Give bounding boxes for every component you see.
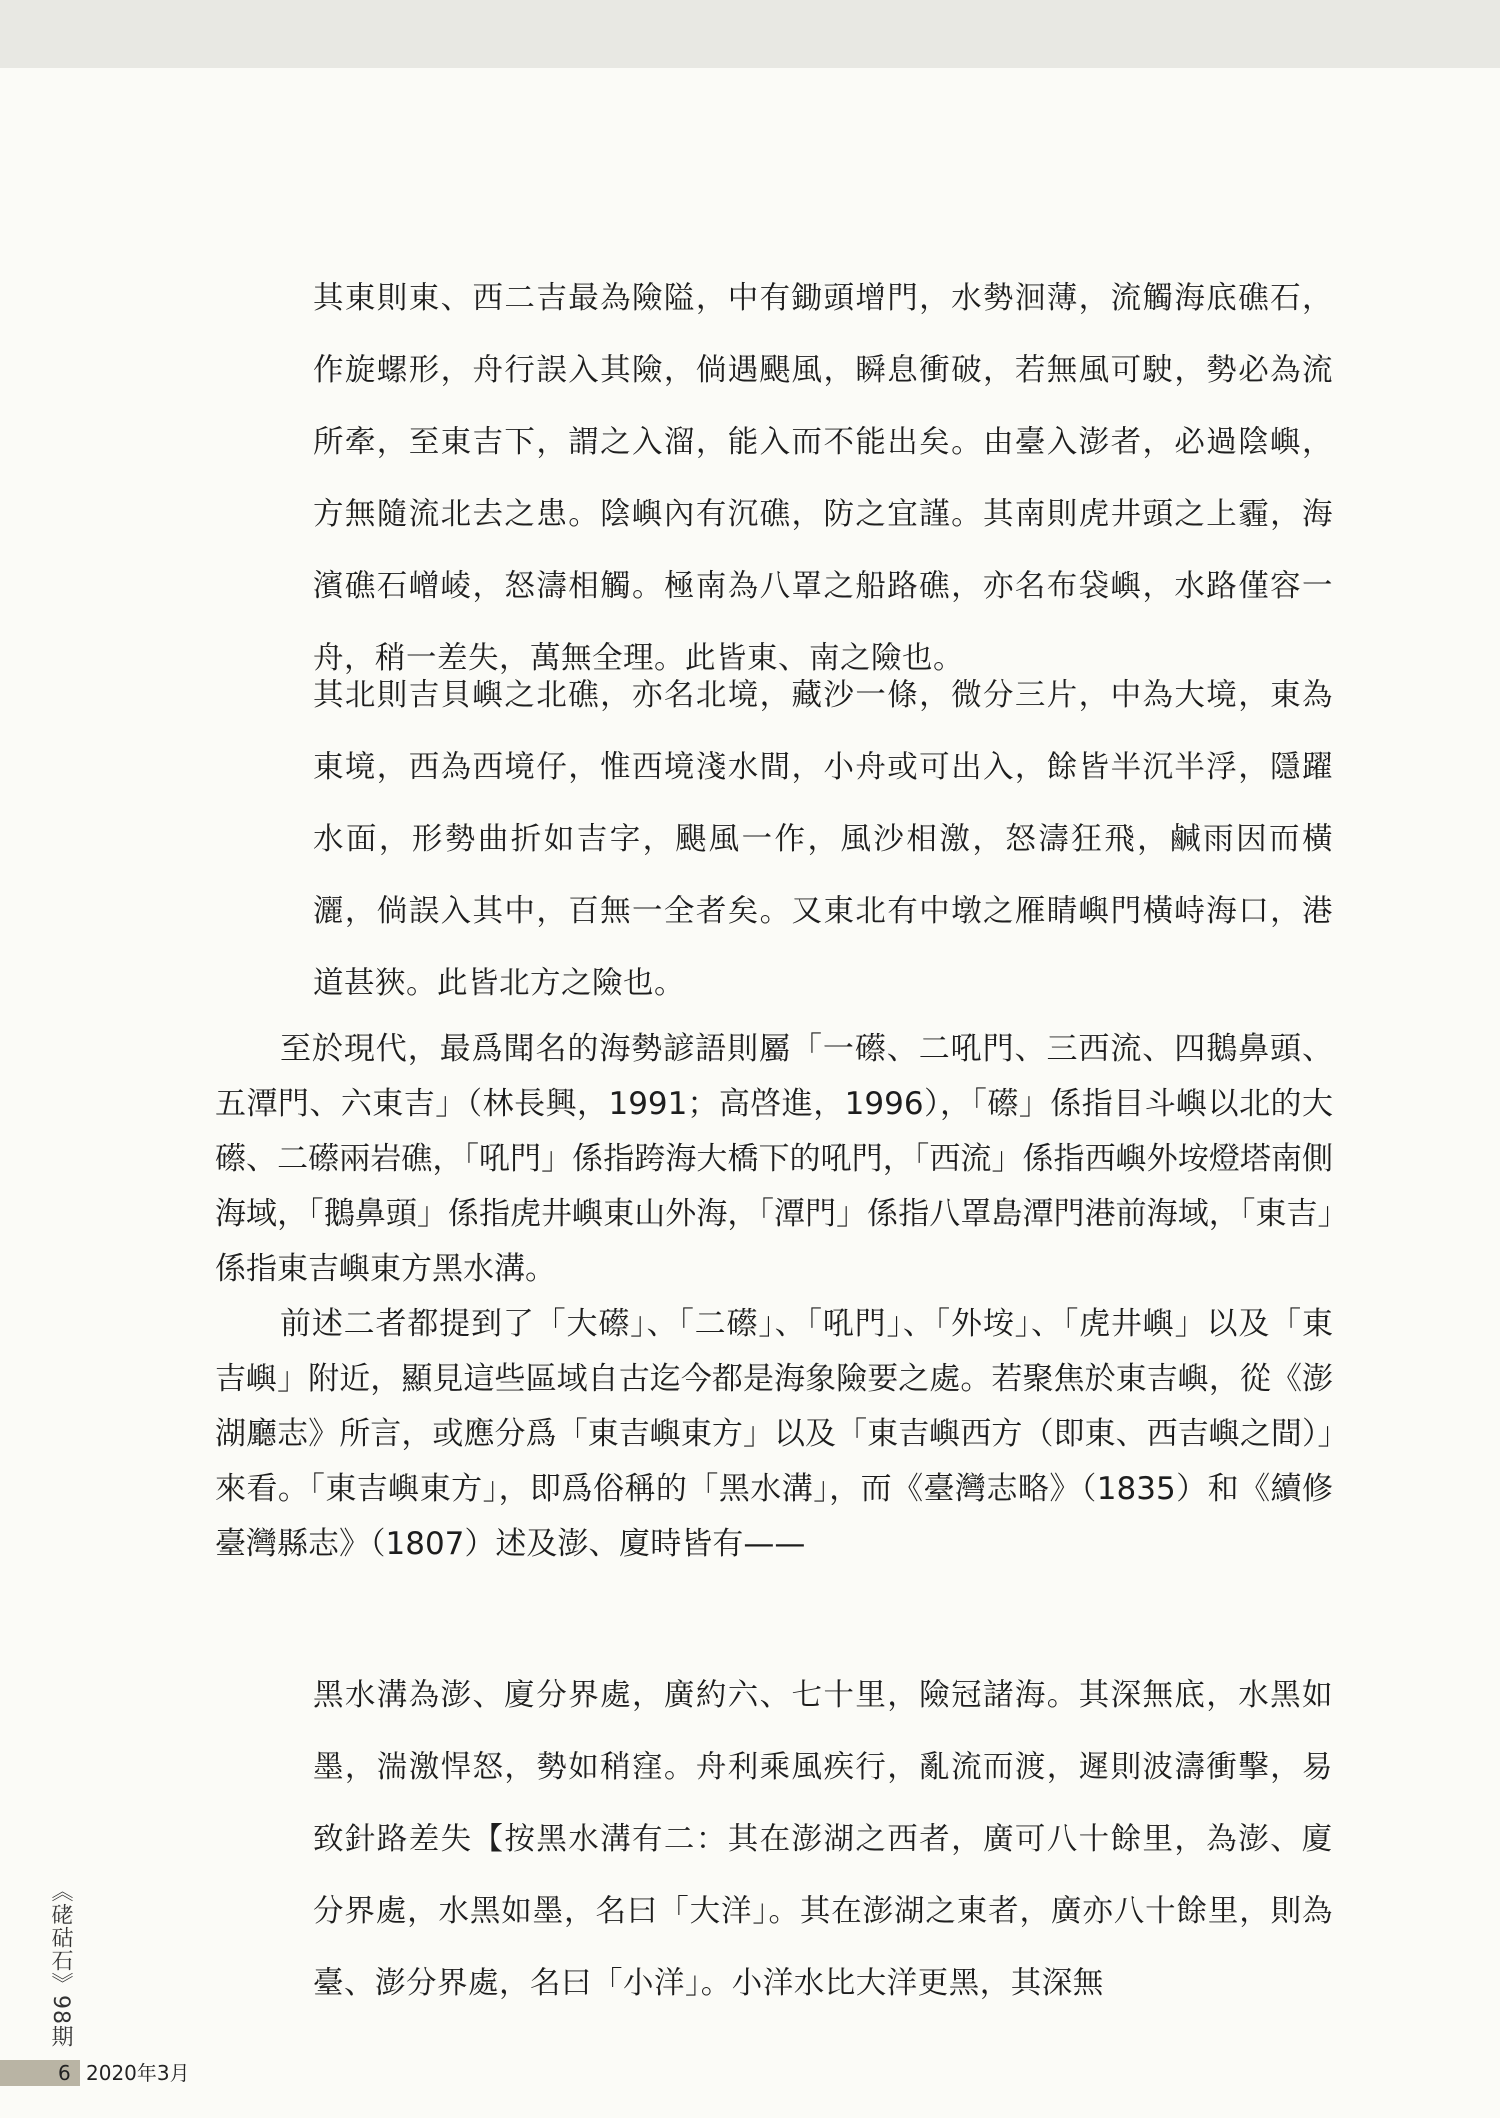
quotation-block-2 <box>313 660 1333 1020</box>
quotation-block-3 <box>313 1660 1333 2020</box>
body-paragraphs <box>215 1022 1333 1572</box>
quotation-block-1 <box>313 263 1333 695</box>
scan-top-band <box>0 0 1500 68</box>
body-paragraph: 至於現代，最爲聞名的海勢諺語則屬「一礤、二吼門、三西流、四鵝鼻頭、五潭門、六東吉」（林長興，1991；高啓進，1996），「礤」係指目斗嶼以北的大礤、二礤兩岩礁，「吼門」係指跨海大橋下的吼門，「西流」係指西嶼外垵燈塔南側海域，「鵝鼻頭」係指虎井嶼東山外海，「潭門」係指八罩島潭門港前海域，「東吉」係指東吉嶼東方黑水溝。 <box>215 1031 1333 1287</box>
page-number: 6 <box>58 2061 71 2085</box>
journal-issue-label: 《硓𥑮石》98期 <box>48 1880 73 2048</box>
quotation-text: 黑水溝為澎、廈分界處，廣約六、七十里，險冠諸海。其深無底，水黑如墨，湍激悍怒，勢如稍窪。舟利乘風疾行，亂流而渡，遲則波濤衝擊，易致針路差失【按黑水溝有二：其在澎湖之西者，廣可八十餘里，為澎、廈分界處，水黑如墨，名曰「大洋」。其在澎湖之東者，廣亦八十餘里，則為臺、澎分界處，名曰「小洋」。小洋水比大洋更黑，其深無 <box>313 1678 1333 2001</box>
quotation-text: 其北則吉貝嶼之北礁，亦名北境，藏沙一條，微分三片，中為大境，東為東境，西為西境仔，惟西境淺水間，小舟或可出入，餘皆半沉半浮，隱躍水面，形勢曲折如吉字，颶風一作，風沙相激，怒濤狂飛，鹹雨因而橫灑，倘誤入其中，百無一全者矣。又東北有中墩之雁睛嶼門橫峙海口，港道甚狹。此皆北方之險也。 <box>313 678 1333 1001</box>
issue-date: 2020年3月 <box>86 2061 190 2085</box>
body-paragraph: 前述二者都提到了「大礤」、「二礤」、「吼門」、「外垵」、「虎井嶼」以及「東吉嶼」附近，顯見這些區域自古迄今都是海象險要之處。若聚焦於東吉嶼，從《澎湖廳志》所言，或應分爲「東吉嶼東方」以及「東吉嶼西方（即東、西吉嶼之間）」來看。「東吉嶼東方」，即爲俗稱的「黑水溝」，而《臺灣志略》（1835）和《續修臺灣縣志》（1807）述及澎、廈時皆有—— <box>215 1306 1333 1562</box>
quotation-text: 其東則東、西二吉最為險隘，中有鋤頭增門，水勢洄薄，流觸海底礁石，作旋螺形，舟行誤入其險，倘遇颶風，瞬息衝破，若無風可駛，勢必為流所牽，至東吉下，謂之入溜，能入而不能出矣。由臺入澎者，必過陰嶼，方無隨流北去之患。陰嶼內有沉礁，防之宜謹。其南則虎井頭之上霾，海濱礁石嶒崚，怒濤相觸。極南為八罩之船路礁，亦名布袋嶼，水路僅容一舟，稍一差失，萬無全理。此皆東、南之險也。 <box>313 281 1333 676</box>
